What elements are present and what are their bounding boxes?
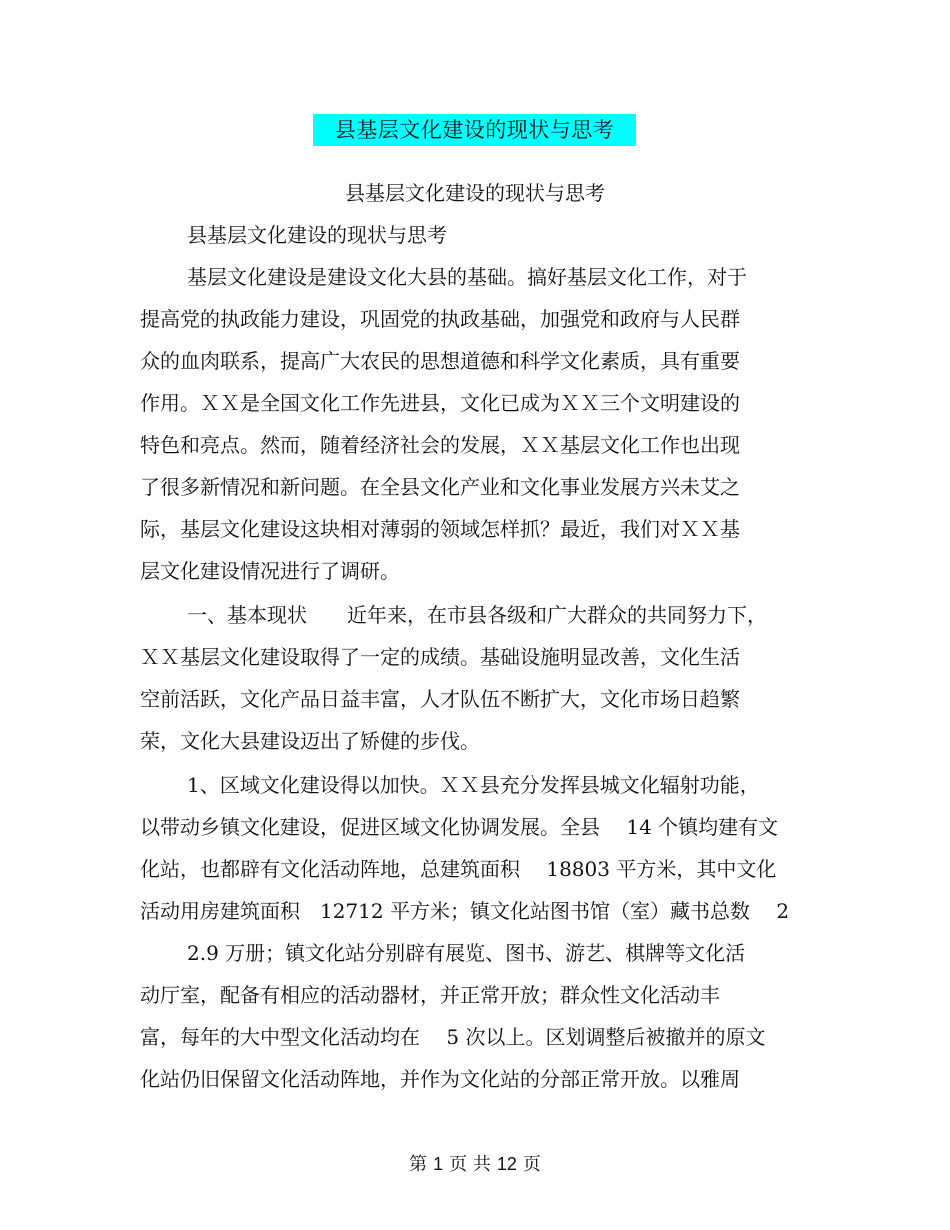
footer-prefix: 第 bbox=[409, 1154, 428, 1175]
body-line: 2.9 万册；镇文化站分别辟有展览、图书、游艺、棋牌等文化活 bbox=[187, 941, 746, 965]
body-line: 县基层文化建设的现状与思考 bbox=[187, 223, 447, 247]
body-line: 荣，文化大县建设迈出了矫健的步伐。 bbox=[140, 729, 480, 753]
body-line: 际，基层文化建设这块相对薄弱的领域怎样抓？最近，我们对ＸＸ基 bbox=[140, 517, 740, 541]
body-line: 提高党的执政能力建设，巩固党的执政基础，加强党和政府与人民群 bbox=[140, 307, 740, 331]
body-line: 以带动乡镇文化建设，促进区域文化协调发展。全县 14 个镇均建有文 bbox=[140, 815, 779, 839]
body-line: 空前活跃，文化产品日益丰富，人才队伍不断扩大，文化市场日趋繁 bbox=[140, 687, 740, 711]
body-line: 动厅室，配备有相应的活动器材，并正常开放；群众性文化活动丰 bbox=[140, 983, 720, 1007]
body-line: 特色和亮点。然而，随着经济社会的发展，ＸＸ基层文化工作也出现 bbox=[140, 433, 740, 457]
body-line: 化站仍旧保留文化活动阵地，并作为文化站的分部正常开放。以雅周 bbox=[140, 1067, 740, 1091]
body-line: ＸＸ基层文化建设取得了一定的成绩。基础设施明显改善，文化生活 bbox=[140, 645, 740, 669]
document-title: 县基层文化建设的现状与思考 bbox=[313, 114, 636, 146]
body-line: 基层文化建设是建设文化大县的基础。搞好基层文化工作，对于 bbox=[187, 265, 747, 289]
body-line: 一、基本现状 近年来，在市县各级和广大群众的共同努力下， bbox=[187, 603, 767, 627]
body-line: 作用。ＸＸ是全国文化工作先进县，文化已成为ＸＸ三个文明建设的 bbox=[140, 391, 740, 415]
body-line: 众的血肉联系，提高广大农民的思想道德和科学文化素质，具有重要 bbox=[140, 349, 740, 373]
footer-suffix: 页 bbox=[522, 1154, 541, 1175]
body-line: 层文化建设情况进行了调研。 bbox=[140, 559, 400, 583]
body-line: 化站，也都辟有文化活动阵地，总建筑面积 18803 平方米，其中文化 bbox=[140, 857, 777, 881]
footer-total-pages: 12 bbox=[496, 1154, 517, 1174]
body-line: 了很多新情况和新问题。在全县文化产业和文化事业发展方兴未艾之 bbox=[140, 475, 740, 499]
body-line: 富，每年的大中型文化活动均在 5 次以上。区划调整后被撤并的原文 bbox=[140, 1025, 766, 1049]
page-footer bbox=[0, 1152, 950, 1177]
body-line: 1、区域文化建设得以加快。ＸＸ县充分发挥县城文化辐射功能， bbox=[187, 773, 760, 797]
footer-middle: 页 共 bbox=[449, 1154, 491, 1175]
document-subtitle: 县基层文化建设的现状与思考 bbox=[345, 181, 605, 205]
body-line: 活动用房建筑面积 12712 平方米；镇文化站图书馆（室）藏书总数 2 bbox=[140, 899, 790, 923]
footer-page-number: 1 bbox=[433, 1154, 444, 1174]
